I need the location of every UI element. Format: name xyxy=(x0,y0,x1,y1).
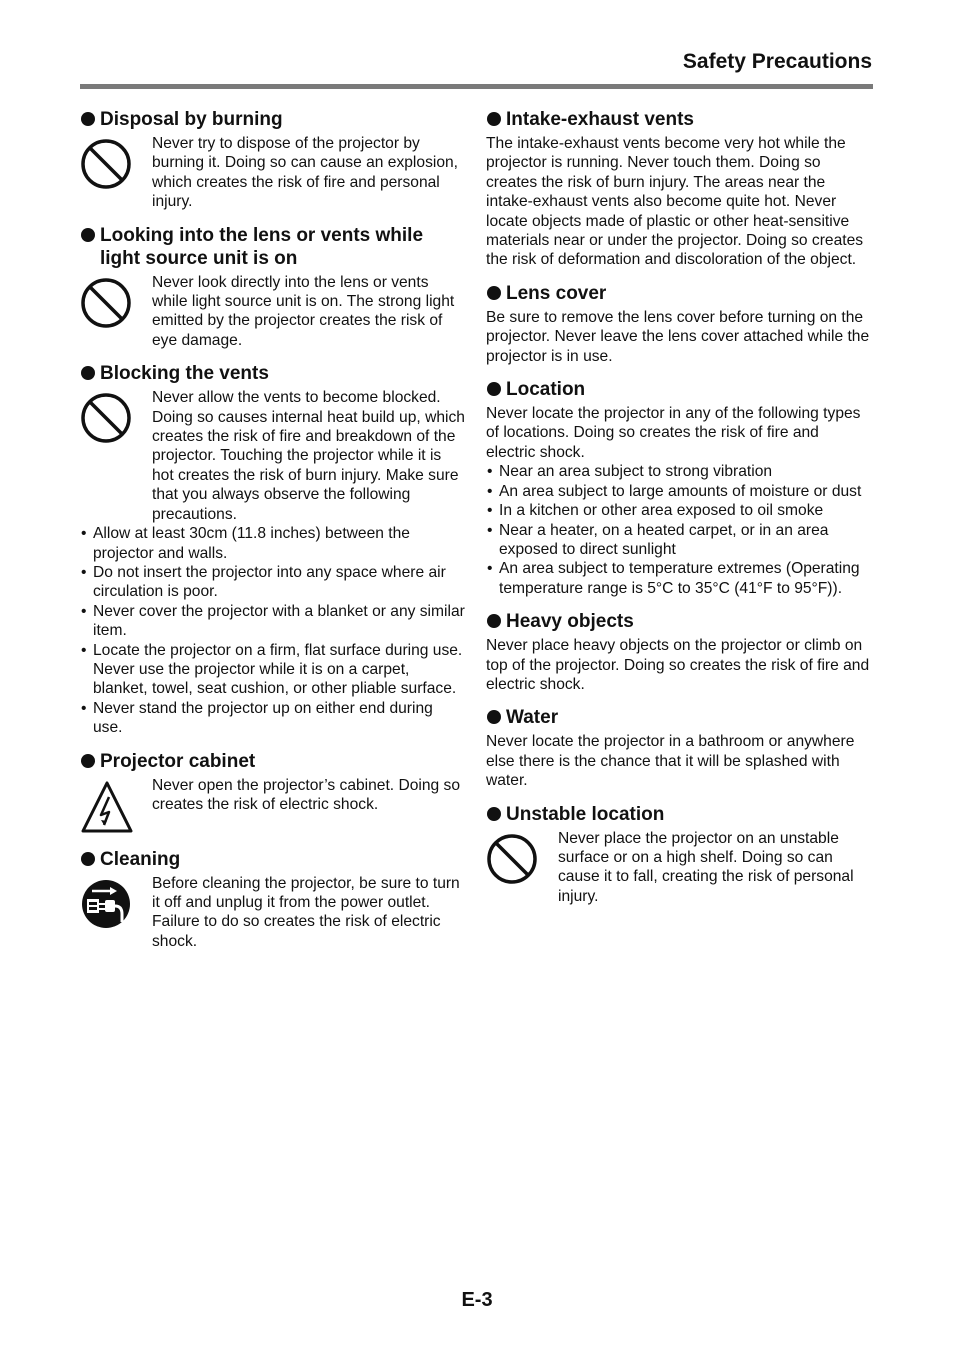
list-item: • Never stand the projector up on either end during use. xyxy=(80,699,465,738)
heading-bullet-icon xyxy=(487,614,501,628)
section-title: Intake-exhaust vents xyxy=(506,109,694,130)
list-item: • An area subject to temperature extremes (Operating temperature range is 5°C to 35°C (41°F to 95°F)). xyxy=(486,559,871,598)
heading-bullet-icon xyxy=(81,228,95,242)
section-intake-exhaust-vents xyxy=(486,108,871,270)
electric-shock-warning-icon xyxy=(80,780,134,834)
list-item: • Do not insert the projector into any space where air circulation is poor. xyxy=(80,563,465,602)
left-column xyxy=(80,108,465,963)
section-heading xyxy=(486,803,871,826)
prohibition-icon xyxy=(80,392,132,444)
page-header-title: Safety Precautions xyxy=(682,50,872,73)
page-number: E-3 xyxy=(461,1289,493,1311)
section-title: Unstable location xyxy=(506,803,665,825)
section-looking-into-lens xyxy=(80,224,465,351)
section-text: Never locate the projector in any of the following types of locations. Doing so creates the risk of fire and electric shock. xyxy=(486,405,861,461)
section-title: Heavy objects xyxy=(506,611,634,633)
section-text: Never allow the vents to become blocked. Doing so causes internal heat build up, which creates the risk of fire and breakdown of the projector. Touching the projector while it is hot creates the risk of burn injury. Make sure that you always observe the following precautions. xyxy=(152,389,465,523)
heading-bullet-icon xyxy=(81,754,95,768)
heading-bullet-icon xyxy=(81,366,95,380)
heading-bullet-icon xyxy=(81,852,95,866)
list-item: • Locate the projector on a firm, flat surface during use. Never use the projector while it is on a carpet, blanket, towel, seat cushion, or other pliable surface. xyxy=(80,641,465,699)
section-title: Projector cabinet xyxy=(100,750,256,772)
prohibition-icon xyxy=(80,138,132,190)
section-heading xyxy=(486,610,871,633)
section-heading xyxy=(80,848,465,871)
section-disposal xyxy=(80,108,465,212)
unplug-icon xyxy=(80,878,132,930)
right-column xyxy=(486,108,871,918)
section-text: Never place heavy objects on the projector or climb on top of the projector. Doing so creates the risk of fire and electric shock. xyxy=(486,637,870,693)
heading-bullet-icon xyxy=(487,807,501,821)
section-text: Never place the projector on an unstable surface or on a high shelf. Doing so can cause it to fall, creating the risk of personal injury. xyxy=(558,829,854,905)
section-projector-cabinet xyxy=(80,750,465,836)
section-lens-cover xyxy=(486,282,871,366)
section-heading xyxy=(486,108,871,131)
section-text: Never try to dispose of the projector by burning it. Doing so can cause an explosion, which creates the risk of fire and personal injury. xyxy=(152,135,459,211)
section-title: Location xyxy=(506,379,586,401)
section-text: Before cleaning the projector, be sure to turn it off and unplug it from the power outlet. Failure to do so creates the risk of electric shock. xyxy=(152,874,460,950)
section-cleaning xyxy=(80,848,465,952)
list-item: • Near a heater, on a heated carpet, or in an area exposed to direct sunlight xyxy=(486,521,871,560)
location-list xyxy=(486,462,871,598)
heading-bullet-icon xyxy=(487,710,501,724)
header-rule xyxy=(80,84,873,89)
section-water xyxy=(486,706,871,790)
section-location xyxy=(486,378,871,598)
heading-bullet-icon xyxy=(81,112,95,126)
section-heading xyxy=(486,282,871,305)
section-text: Be sure to remove the lens cover before turning on the projector. Never leave the lens cover attached while the projector is in use. xyxy=(486,308,870,365)
section-title: Disposal by burning xyxy=(100,109,283,130)
section-text: Never look directly into the lens or vents while light source unit is on. The strong light emitted by the projector creates the risk of eye damage. xyxy=(152,273,455,349)
list-item: • Allow at least 30cm (11.8 inches) between the projector and walls. xyxy=(80,524,465,563)
section-heading xyxy=(80,224,465,270)
section-heading xyxy=(80,750,465,773)
section-heading xyxy=(80,108,465,131)
section-heading xyxy=(486,706,871,729)
section-heading xyxy=(486,378,871,401)
list-item: • Never cover the projector with a blanket or any similar item. xyxy=(80,602,465,641)
heading-bullet-icon xyxy=(487,112,501,126)
section-title: Cleaning xyxy=(100,848,181,870)
prohibition-icon xyxy=(486,833,538,885)
section-text: The intake-exhaust vents become very hot while the projector is running. Never touch them. Doing so creates the risk of burn injury. The areas near the intake-exhaust vents also become quite hot. Never locate objects made of plastic or other heat-sensitive materials near or under the projector. Doing so creates the risk of deformation and discoloration of the object. xyxy=(486,135,864,269)
precautions-list xyxy=(80,524,465,737)
section-title: Looking into the lens or vents while light source unit is on xyxy=(100,224,424,269)
section-heading xyxy=(80,362,465,385)
section-blocking-vents xyxy=(80,362,465,737)
section-text: Never locate the projector in a bathroom or anywhere else there is the chance that it will be splashed with water. xyxy=(486,733,855,790)
section-title: Lens cover xyxy=(506,282,607,304)
list-item: • In a kitchen or other area exposed to oil smoke xyxy=(486,501,871,520)
list-item: • An area subject to large amounts of moisture or dust xyxy=(486,482,871,501)
heading-bullet-icon xyxy=(487,286,501,300)
heading-bullet-icon xyxy=(487,382,501,396)
section-heavy-objects xyxy=(486,610,871,694)
list-item: • Near an area subject to strong vibration xyxy=(486,462,871,481)
section-title: Water xyxy=(506,707,559,729)
section-unstable-location xyxy=(486,803,871,907)
section-title: Blocking the vents xyxy=(100,363,269,385)
prohibition-icon xyxy=(80,277,132,329)
section-text: Never open the projector’s cabinet. Doing so creates the risk of electric shock. xyxy=(152,776,461,813)
